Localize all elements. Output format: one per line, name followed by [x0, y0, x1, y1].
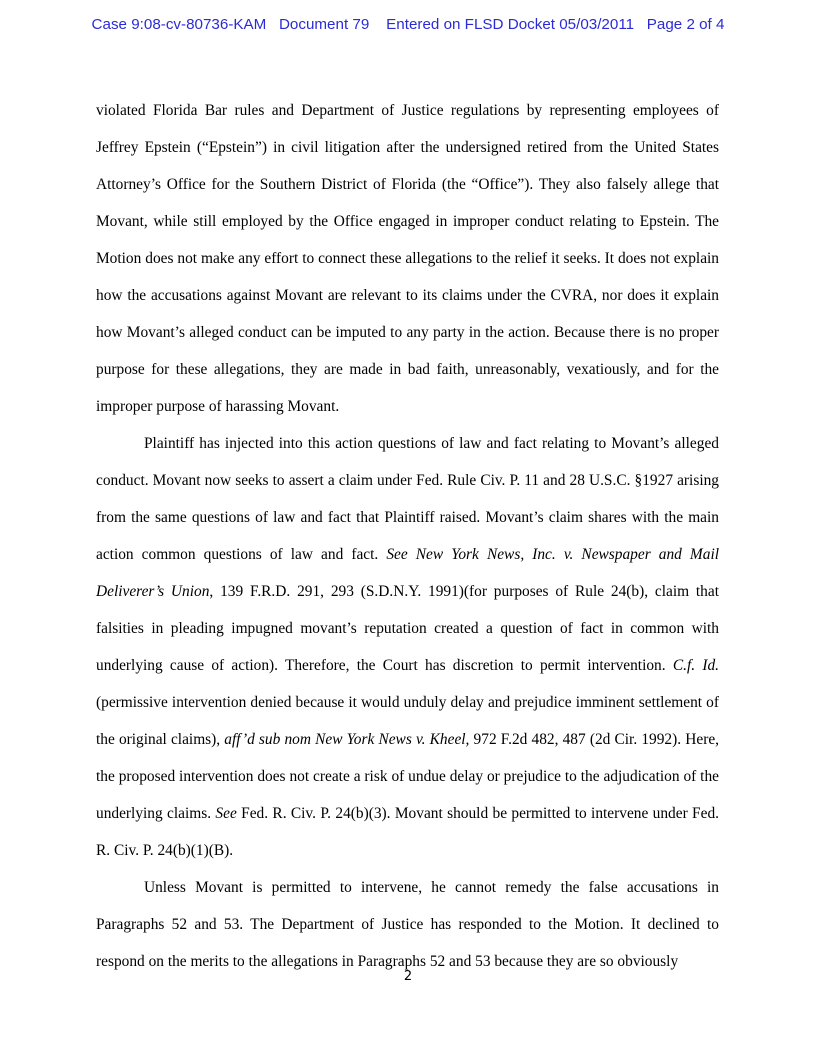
paragraph-2-text-2: , 139 F.R.D. 291, 293 (S.D.N.Y. 1991)(for purposes of Rule 24(b), claim that falsities in pleading impugned movant’s reputation created a question of fact in common with underlying cause of action). Therefore, the Court has discretion to permit intervention. — [96, 583, 719, 674]
paragraph-2-text-3: (permissive intervention denied because it would unduly delay and prejudice imminent settlement of the original claims), — [96, 694, 719, 748]
paragraph-3 — [96, 869, 719, 980]
citation-new-york-news: See New York News, Inc. v. Newspaper and Mail Deliverer’s Union — [96, 546, 720, 600]
paragraph-2 — [96, 425, 719, 869]
paragraph-2-text-1: Plaintiff has injected into this action questions of law and fact relating to Movant’s alleged conduct. Movant now seeks to assert a claim under Fed. Rule Civ. P. 11 and 28 U.S.C. §1927 arising from the same questions of law and fact that Plaintiff raised. Movant’s claim shares with the main action common questions of law and fact. — [96, 435, 719, 563]
document-body — [96, 92, 719, 980]
page-number: 2 — [403, 969, 413, 984]
docket-header: Case 9:08-cv-80736-KAM Document 79 Entered on FLSD Docket 05/03/2011 Page 2 of 4 — [91, 16, 725, 33]
paragraph-2-text-5: Fed. R. Civ. P. 24(b)(3). Movant should be permitted to intervene under Fed. R. Civ. P. 24(b)(1)(B). — [96, 805, 719, 859]
paragraph-3-text: Unless Movant is permitted to intervene, he cannot remedy the false accusations in Paragraphs 52 and 53. The Department of Justice has responded to the Motion. It declined to respond on the merits to the allegations in Paragraphs 52 and 53 because they are so obviously — [96, 879, 719, 970]
citation-cf-id: C.f. Id. — [672, 657, 719, 674]
paragraph-1-text: violated Florida Bar rules and Department of Justice regulations by representing employees of Jeffrey Epstein (“Epstein”) in civil litigation after the undersigned retired from the United States Attorney’s Office for the Southern District of Florida (the “Office”). They also falsely allege that Movant, while still employed by the Office engaged in improper conduct relating to Epstein. The Motion does not make any effort to connect these allegations to the relief it seeks. It does not explain how the accusations against Movant are relevant to its claims under the CVRA, nor does it explain how Movant’s alleged conduct can be imputed to any party in the action. Because there is no proper purpose for these allegations, they are made in bad faith, unreasonably, vexatiously, and for the improper purpose of harassing Movant. — [96, 102, 719, 415]
citation-see: See — [215, 805, 237, 822]
paragraph-2-text-4: 972 F.2d 482, 487 (2d Cir. 1992). Here, the proposed intervention does not create a risk of undue delay or prejudice to the adjudication of the underlying claims. — [96, 731, 719, 822]
paragraph-1 — [96, 92, 719, 425]
citation-affd-sub-nom: aff’d sub nom New York News v. Kheel, — [224, 731, 470, 748]
